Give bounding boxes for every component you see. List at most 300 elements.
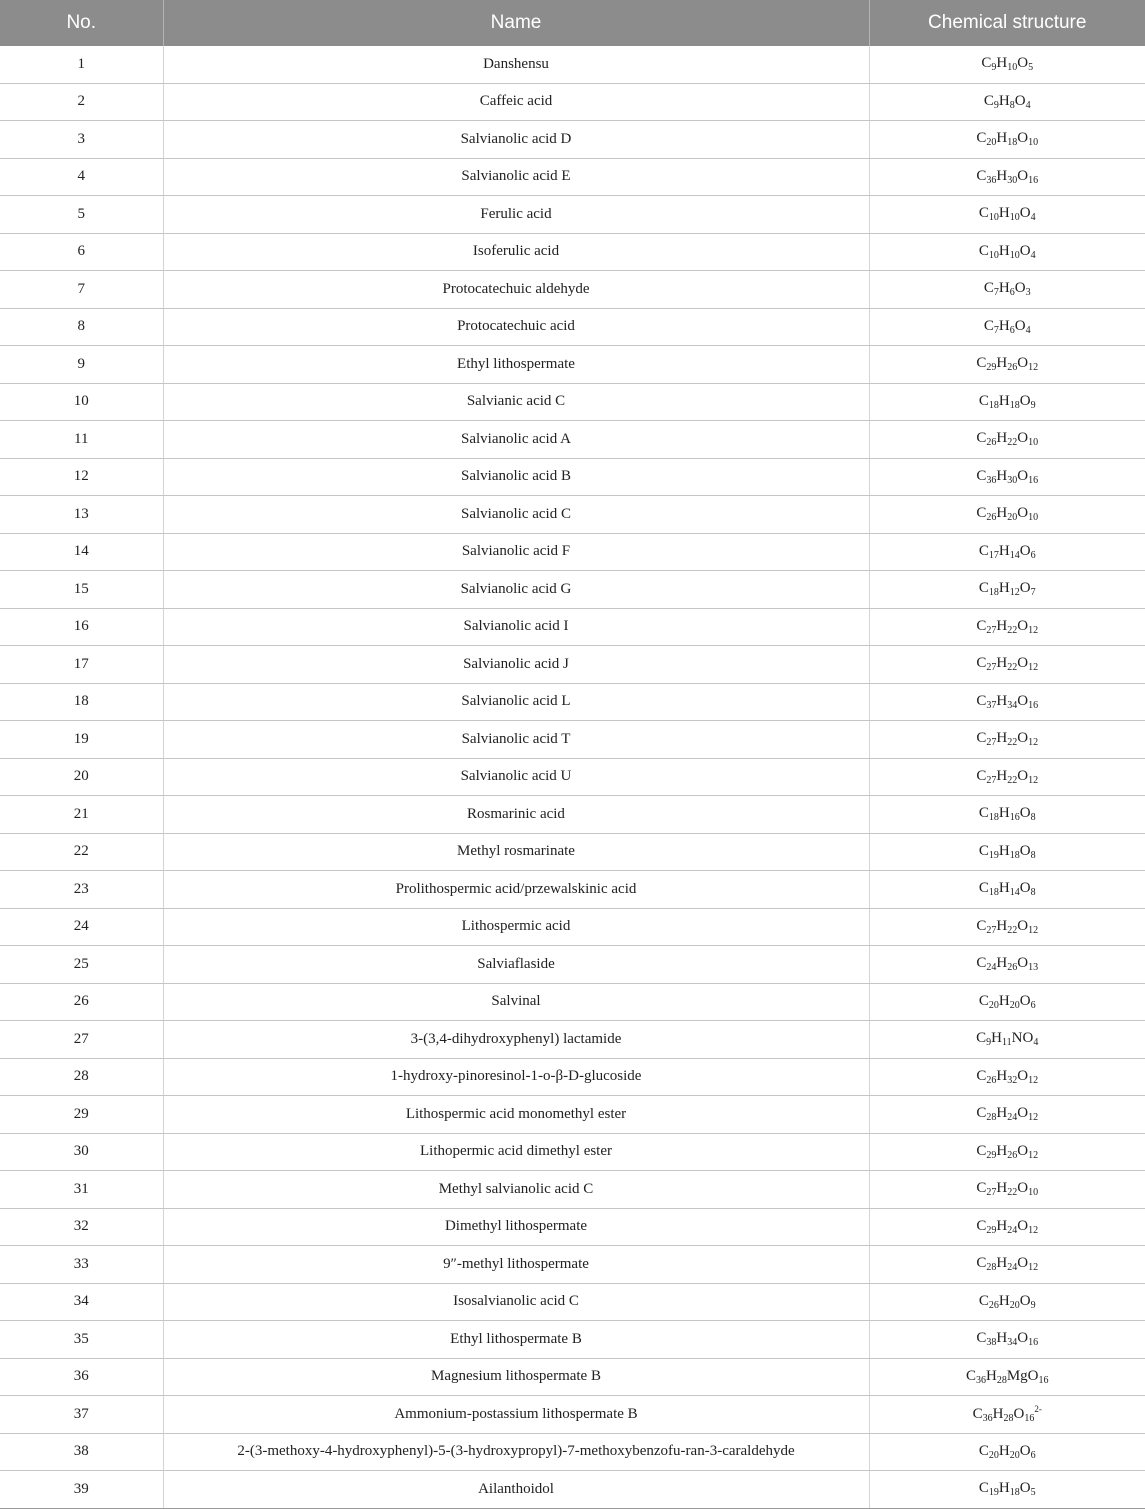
formula-element: C bbox=[976, 617, 987, 634]
cell-no: 25 bbox=[0, 946, 163, 984]
formula-subscript: 3 bbox=[1025, 287, 1031, 299]
cell-chemical-formula bbox=[869, 1171, 1145, 1209]
table-row bbox=[0, 346, 1145, 384]
cell-no: 16 bbox=[0, 608, 163, 646]
cell-no: 37 bbox=[0, 1396, 163, 1434]
formula-subscript: 10 bbox=[988, 212, 999, 224]
formula-element: H bbox=[996, 55, 1008, 72]
cell-name: Lithopermic acid dimethyl ester bbox=[163, 1133, 869, 1171]
table-row bbox=[0, 833, 1145, 871]
formula-element: H bbox=[996, 1330, 1008, 1347]
cell-name: Dimethyl lithospermate bbox=[163, 1208, 869, 1246]
formula-subscript: 37 bbox=[986, 699, 997, 711]
cell-name: Ethyl lithospermate bbox=[163, 346, 869, 384]
formula-element: O bbox=[1017, 355, 1029, 372]
cell-no: 2 bbox=[0, 83, 163, 121]
cell-no: 9 bbox=[0, 346, 163, 384]
formula-element: O bbox=[1017, 505, 1029, 522]
formula-subscript: 18 bbox=[1007, 137, 1018, 149]
formula-element: O bbox=[1017, 955, 1029, 972]
table-row bbox=[0, 1283, 1145, 1321]
formula-subscript: 28 bbox=[996, 1374, 1007, 1386]
table-row bbox=[0, 983, 1145, 1021]
cell-name: 3-(3,4-dihydroxyphenyl) lactamide bbox=[163, 1021, 869, 1059]
formula-element: H bbox=[998, 880, 1010, 897]
cell-chemical-formula bbox=[869, 721, 1145, 759]
formula-subscript: 6 bbox=[1030, 1449, 1036, 1461]
formula-element: H bbox=[996, 355, 1008, 372]
formula-subscript: 27 bbox=[986, 737, 997, 749]
formula-element: H bbox=[998, 392, 1010, 409]
formula-element: H bbox=[996, 505, 1008, 522]
cell-no: 32 bbox=[0, 1208, 163, 1246]
cell-no: 5 bbox=[0, 196, 163, 234]
formula-element: H bbox=[998, 542, 1010, 559]
formula-subscript: 24 bbox=[1007, 1112, 1018, 1124]
formula-element: C bbox=[976, 355, 987, 372]
formula-subscript: 12 bbox=[1028, 1112, 1039, 1124]
formula-element: C bbox=[976, 130, 987, 147]
formula-element: O bbox=[1017, 55, 1029, 72]
cell-no: 4 bbox=[0, 158, 163, 196]
formula-subscript: 18 bbox=[988, 587, 999, 599]
formula-element: O bbox=[1017, 167, 1029, 184]
cell-name: Isosalvianolic acid C bbox=[163, 1283, 869, 1321]
cell-chemical-formula bbox=[869, 946, 1145, 984]
formula-element: C bbox=[983, 280, 994, 297]
formula-element: C bbox=[978, 1292, 989, 1309]
table-row bbox=[0, 908, 1145, 946]
formula-element: O bbox=[1017, 617, 1029, 634]
formula-subscript: 38 bbox=[986, 1337, 997, 1349]
cell-no: 7 bbox=[0, 271, 163, 309]
formula-element: C bbox=[965, 1367, 976, 1384]
formula-element: H bbox=[996, 1217, 1008, 1234]
formula-subscript: 36 bbox=[976, 1374, 986, 1386]
formula-subscript: 4 bbox=[1033, 1037, 1039, 1049]
table-row bbox=[0, 1096, 1145, 1134]
formula-element: O bbox=[1017, 917, 1029, 934]
formula-element: H bbox=[996, 430, 1008, 447]
formula-subscript: 6 bbox=[1009, 287, 1015, 299]
formula-element: H bbox=[992, 1406, 1004, 1423]
formula-subscript: 30 bbox=[1007, 174, 1018, 186]
cell-no: 21 bbox=[0, 796, 163, 834]
formula-subscript: 20 bbox=[1009, 1449, 1020, 1461]
formula-subscript: 10 bbox=[1007, 62, 1018, 74]
formula-subscript: 29 bbox=[986, 362, 997, 374]
formula-element: O bbox=[1017, 430, 1029, 447]
formula-subscript: 19 bbox=[988, 849, 999, 861]
formula-subscript: 14 bbox=[1009, 549, 1020, 561]
formula-element: C bbox=[978, 842, 989, 859]
formula-subscript: 12 bbox=[1028, 624, 1039, 636]
formula-element: C bbox=[976, 505, 987, 522]
formula-subscript: 8 bbox=[1009, 99, 1015, 111]
formula-element: O bbox=[1017, 767, 1029, 784]
formula-element: H bbox=[996, 955, 1008, 972]
formula-subscript: 27 bbox=[986, 1187, 997, 1199]
table-row bbox=[0, 758, 1145, 796]
formula-element: O bbox=[1017, 692, 1029, 709]
formula-subscript: 27 bbox=[986, 624, 997, 636]
formula-element: H bbox=[996, 917, 1008, 934]
formula-subscript: 10 bbox=[1009, 249, 1020, 261]
formula-element: C bbox=[976, 955, 987, 972]
cell-no: 1 bbox=[0, 46, 163, 83]
cell-name: Protocatechuic aldehyde bbox=[163, 271, 869, 309]
formula-element: O bbox=[1017, 1105, 1029, 1122]
cell-chemical-formula bbox=[869, 1283, 1145, 1321]
formula-subscript: 22 bbox=[1007, 924, 1018, 936]
table-row bbox=[0, 1396, 1145, 1434]
cell-no: 31 bbox=[0, 1171, 163, 1209]
cell-name: Caffeic acid bbox=[163, 83, 869, 121]
formula-subscript: 10 bbox=[988, 249, 999, 261]
table-row bbox=[0, 83, 1145, 121]
formula-element: NO bbox=[1011, 1030, 1034, 1047]
formula-superscript: 2- bbox=[1034, 1404, 1042, 1415]
formula-subscript: 7 bbox=[1030, 587, 1036, 599]
formula-subscript: 4 bbox=[1025, 99, 1031, 111]
cell-no: 33 bbox=[0, 1246, 163, 1284]
formula-subscript: 4 bbox=[1030, 212, 1036, 224]
formula-element: H bbox=[996, 1105, 1008, 1122]
cell-name: Ferulic acid bbox=[163, 196, 869, 234]
formula-subscript: 34 bbox=[1007, 699, 1018, 711]
formula-subscript: 6 bbox=[1009, 324, 1015, 336]
formula-element: H bbox=[998, 805, 1010, 822]
table-row bbox=[0, 496, 1145, 534]
formula-element: O bbox=[1014, 280, 1026, 297]
formula-element: C bbox=[976, 692, 987, 709]
formula-element: H bbox=[996, 1142, 1008, 1159]
formula-subscript: 4 bbox=[1025, 324, 1031, 336]
cell-name: Salvianolic acid B bbox=[163, 458, 869, 496]
cell-name: Lithospermic acid monomethyl ester bbox=[163, 1096, 869, 1134]
cell-no: 28 bbox=[0, 1058, 163, 1096]
header-chemical-structure: Chemical structure bbox=[869, 0, 1145, 46]
formula-subscript: 24 bbox=[1007, 1262, 1018, 1274]
cell-name: Ammonium-postassium lithospermate B bbox=[163, 1396, 869, 1434]
cell-no: 22 bbox=[0, 833, 163, 871]
formula-element: H bbox=[998, 1292, 1010, 1309]
formula-element: O bbox=[1017, 1067, 1029, 1084]
formula-subscript: 18 bbox=[988, 887, 999, 899]
cell-chemical-formula bbox=[869, 271, 1145, 309]
cell-name: Salvianolic acid E bbox=[163, 158, 869, 196]
formula-subscript: 18 bbox=[988, 399, 999, 411]
formula-subscript: 24 bbox=[986, 962, 997, 974]
formula-subscript: 22 bbox=[1007, 437, 1018, 449]
formula-subscript: 18 bbox=[1009, 849, 1020, 861]
cell-name: Salvianolic acid U bbox=[163, 758, 869, 796]
cell-chemical-formula bbox=[869, 1321, 1145, 1359]
cell-no: 10 bbox=[0, 383, 163, 421]
cell-chemical-formula bbox=[869, 346, 1145, 384]
table-row bbox=[0, 458, 1145, 496]
cell-chemical-formula bbox=[869, 871, 1145, 909]
cell-chemical-formula bbox=[869, 683, 1145, 721]
formula-subscript: 6 bbox=[1030, 549, 1036, 561]
cell-name: Salvianolic acid J bbox=[163, 646, 869, 684]
cell-no: 38 bbox=[0, 1433, 163, 1471]
cell-name: Salvianolic acid C bbox=[163, 496, 869, 534]
cell-name: Isoferulic acid bbox=[163, 233, 869, 271]
cell-name: Ailanthoidol bbox=[163, 1471, 869, 1509]
formula-element: O bbox=[1019, 992, 1031, 1009]
header-row bbox=[0, 0, 1145, 46]
table-row bbox=[0, 1433, 1145, 1471]
cell-name: Salviaflaside bbox=[163, 946, 869, 984]
formula-element: H bbox=[998, 1480, 1010, 1497]
formula-element: H bbox=[998, 280, 1010, 297]
formula-element: C bbox=[978, 805, 989, 822]
formula-subscript: 28 bbox=[986, 1112, 997, 1124]
formula-element: H bbox=[996, 130, 1008, 147]
cell-no: 15 bbox=[0, 571, 163, 609]
formula-element: H bbox=[998, 580, 1010, 597]
formula-subscript: 12 bbox=[1028, 1149, 1039, 1161]
formula-element: O bbox=[1019, 880, 1031, 897]
formula-element: H bbox=[998, 205, 1010, 222]
formula-subscript: 32 bbox=[1007, 1074, 1018, 1086]
formula-subscript: 10 bbox=[1028, 512, 1039, 524]
formula-element: C bbox=[976, 1105, 987, 1122]
formula-element: H bbox=[996, 1255, 1008, 1272]
header-no: No. bbox=[0, 0, 163, 46]
cell-no: 26 bbox=[0, 983, 163, 1021]
table-row bbox=[0, 1058, 1145, 1096]
formula-element: H bbox=[996, 767, 1008, 784]
formula-subscript: 12 bbox=[1028, 362, 1039, 374]
cell-chemical-formula bbox=[869, 458, 1145, 496]
formula-element: C bbox=[976, 1067, 987, 1084]
formula-element: C bbox=[978, 542, 989, 559]
cell-name: Salvinal bbox=[163, 983, 869, 1021]
cell-chemical-formula bbox=[869, 83, 1145, 121]
formula-subscript: 16 bbox=[1028, 474, 1039, 486]
cell-name: Salvianolic acid F bbox=[163, 533, 869, 571]
cell-chemical-formula bbox=[869, 121, 1145, 159]
cell-chemical-formula bbox=[869, 46, 1145, 83]
formula-subscript: 10 bbox=[1009, 212, 1020, 224]
cell-name: Salvianolic acid A bbox=[163, 421, 869, 459]
formula-element: C bbox=[983, 92, 994, 109]
formula-subscript: 6 bbox=[1030, 999, 1036, 1011]
cell-chemical-formula bbox=[869, 196, 1145, 234]
formula-element: O bbox=[1019, 1292, 1031, 1309]
table-row bbox=[0, 46, 1145, 83]
cell-chemical-formula bbox=[869, 1058, 1145, 1096]
formula-subscript: 11 bbox=[1002, 1037, 1012, 1049]
formula-element: C bbox=[976, 730, 987, 747]
formula-subscript: 4 bbox=[1030, 249, 1036, 261]
cell-no: 14 bbox=[0, 533, 163, 571]
table-header bbox=[0, 0, 1145, 46]
cell-chemical-formula bbox=[869, 1358, 1145, 1396]
table-row bbox=[0, 383, 1145, 421]
cell-name: Salvianolic acid G bbox=[163, 571, 869, 609]
cell-no: 20 bbox=[0, 758, 163, 796]
formula-element: H bbox=[998, 992, 1010, 1009]
cell-chemical-formula bbox=[869, 1433, 1145, 1471]
formula-element: O bbox=[1014, 317, 1026, 334]
formula-element: O bbox=[1017, 1330, 1029, 1347]
formula-subscript: 28 bbox=[1003, 1413, 1014, 1425]
formula-element: C bbox=[981, 55, 992, 72]
formula-element: C bbox=[978, 1442, 989, 1459]
formula-subscript: 26 bbox=[986, 437, 997, 449]
formula-subscript: 36 bbox=[982, 1413, 993, 1425]
cell-name: 1-hydroxy-pinoresinol-1-o-β-D-glucoside bbox=[163, 1058, 869, 1096]
cell-name: 2-(3-methoxy-4-hydroxyphenyl)-5-(3-hydroxypropyl)-7-methoxybenzofu-ran-3-caraldehyde bbox=[163, 1433, 869, 1471]
formula-element: C bbox=[978, 992, 989, 1009]
cell-no: 23 bbox=[0, 871, 163, 909]
cell-chemical-formula bbox=[869, 796, 1145, 834]
formula-element: O bbox=[1017, 1217, 1029, 1234]
formula-subscript: 18 bbox=[1009, 399, 1020, 411]
formula-subscript: 26 bbox=[1007, 1149, 1018, 1161]
formula-element: H bbox=[998, 317, 1010, 334]
table-row bbox=[0, 1171, 1145, 1209]
cell-chemical-formula bbox=[869, 308, 1145, 346]
cell-chemical-formula bbox=[869, 1096, 1145, 1134]
cell-chemical-formula bbox=[869, 496, 1145, 534]
formula-subscript: 8 bbox=[1030, 812, 1036, 824]
table-row bbox=[0, 646, 1145, 684]
formula-subscript: 12 bbox=[1009, 587, 1020, 599]
formula-element: H bbox=[991, 1030, 1003, 1047]
table-row bbox=[0, 1208, 1145, 1246]
formula-subscript: 16 bbox=[1009, 812, 1020, 824]
cell-chemical-formula bbox=[869, 533, 1145, 571]
formula-subscript: 16 bbox=[1028, 1337, 1039, 1349]
cell-chemical-formula bbox=[869, 833, 1145, 871]
table-row bbox=[0, 1021, 1145, 1059]
formula-element: H bbox=[996, 467, 1008, 484]
cell-chemical-formula bbox=[869, 421, 1145, 459]
formula-element: C bbox=[978, 580, 989, 597]
cell-name: Magnesium lithospermate B bbox=[163, 1358, 869, 1396]
formula-element: C bbox=[976, 467, 987, 484]
formula-subscript: 20 bbox=[1009, 1299, 1020, 1311]
formula-subscript: 20 bbox=[1009, 999, 1020, 1011]
cell-chemical-formula bbox=[869, 758, 1145, 796]
formula-element: C bbox=[978, 1480, 989, 1497]
formula-element: O bbox=[1019, 1442, 1031, 1459]
cell-no: 29 bbox=[0, 1096, 163, 1134]
table-row bbox=[0, 533, 1145, 571]
cell-chemical-formula bbox=[869, 1246, 1145, 1284]
table-row bbox=[0, 1133, 1145, 1171]
table-row bbox=[0, 233, 1145, 271]
formula-element: O bbox=[1013, 1406, 1025, 1423]
formula-subscript: 29 bbox=[986, 1149, 997, 1161]
formula-subscript: 22 bbox=[1007, 662, 1018, 674]
formula-element: C bbox=[976, 917, 987, 934]
cell-name: Ethyl lithospermate B bbox=[163, 1321, 869, 1359]
formula-subscript: 12 bbox=[1028, 662, 1039, 674]
formula-subscript: 24 bbox=[1007, 1224, 1018, 1236]
formula-subscript: 9 bbox=[991, 62, 997, 74]
formula-subscript: 14 bbox=[1009, 887, 1020, 899]
formula-element: O bbox=[1017, 730, 1029, 747]
formula-subscript: 16 bbox=[1028, 174, 1039, 186]
cell-name: Salvianolic acid D bbox=[163, 121, 869, 159]
cell-name: Methyl rosmarinate bbox=[163, 833, 869, 871]
formula-element: H bbox=[996, 730, 1008, 747]
formula-subscript: 20 bbox=[986, 137, 997, 149]
table-row bbox=[0, 871, 1145, 909]
formula-subscript: 7 bbox=[993, 324, 999, 336]
formula-subscript: 22 bbox=[1007, 737, 1018, 749]
formula-subscript: 22 bbox=[1007, 1187, 1018, 1199]
table-row bbox=[0, 196, 1145, 234]
formula-element: O bbox=[1019, 1480, 1031, 1497]
formula-subscript: 26 bbox=[986, 512, 997, 524]
cell-name: Protocatechuic acid bbox=[163, 308, 869, 346]
formula-element: O bbox=[1017, 655, 1029, 672]
table-row bbox=[0, 1321, 1145, 1359]
formula-subscript: 13 bbox=[1028, 962, 1039, 974]
formula-subscript: 12 bbox=[1028, 1262, 1039, 1274]
formula-subscript: 10 bbox=[1028, 437, 1039, 449]
formula-element: O bbox=[1019, 242, 1031, 259]
formula-subscript: 5 bbox=[1028, 62, 1034, 74]
table-row bbox=[0, 158, 1145, 196]
cell-no: 12 bbox=[0, 458, 163, 496]
formula-subscript: 27 bbox=[986, 774, 997, 786]
formula-subscript: 17 bbox=[988, 549, 999, 561]
cell-chemical-formula bbox=[869, 1396, 1145, 1434]
cell-chemical-formula bbox=[869, 233, 1145, 271]
formula-subscript: 9 bbox=[993, 99, 999, 111]
formula-subscript: 34 bbox=[1007, 1337, 1018, 1349]
formula-element: C bbox=[976, 655, 987, 672]
table-body bbox=[0, 46, 1145, 1508]
formula-element: C bbox=[976, 167, 987, 184]
formula-element: H bbox=[996, 617, 1008, 634]
formula-subscript: 26 bbox=[1007, 962, 1018, 974]
formula-subscript: 26 bbox=[988, 1299, 999, 1311]
formula-subscript: 26 bbox=[1007, 362, 1018, 374]
cell-name: Prolithospermic acid/przewalskinic acid bbox=[163, 871, 869, 909]
cell-no: 8 bbox=[0, 308, 163, 346]
formula-subscript: 9 bbox=[986, 1037, 992, 1049]
table-row bbox=[0, 271, 1145, 309]
formula-element: H bbox=[998, 1442, 1010, 1459]
cell-chemical-formula bbox=[869, 1021, 1145, 1059]
formula-subscript: 5 bbox=[1030, 1487, 1036, 1499]
cell-no: 30 bbox=[0, 1133, 163, 1171]
cell-name: Salvianolic acid T bbox=[163, 721, 869, 759]
formula-subscript: 20 bbox=[988, 999, 999, 1011]
formula-subscript: 30 bbox=[1007, 474, 1018, 486]
cell-name: Danshensu bbox=[163, 46, 869, 83]
cell-no: 27 bbox=[0, 1021, 163, 1059]
formula-element: C bbox=[983, 317, 994, 334]
cell-chemical-formula bbox=[869, 1208, 1145, 1246]
formula-subscript: 12 bbox=[1028, 737, 1039, 749]
header-name: Name bbox=[163, 0, 869, 46]
formula-element: O bbox=[1017, 467, 1029, 484]
cell-chemical-formula bbox=[869, 908, 1145, 946]
formula-subscript: 9 bbox=[1030, 1299, 1036, 1311]
cell-name: 9″-methyl lithospermate bbox=[163, 1246, 869, 1284]
formula-element: H bbox=[996, 1067, 1008, 1084]
formula-element: O bbox=[1019, 842, 1031, 859]
